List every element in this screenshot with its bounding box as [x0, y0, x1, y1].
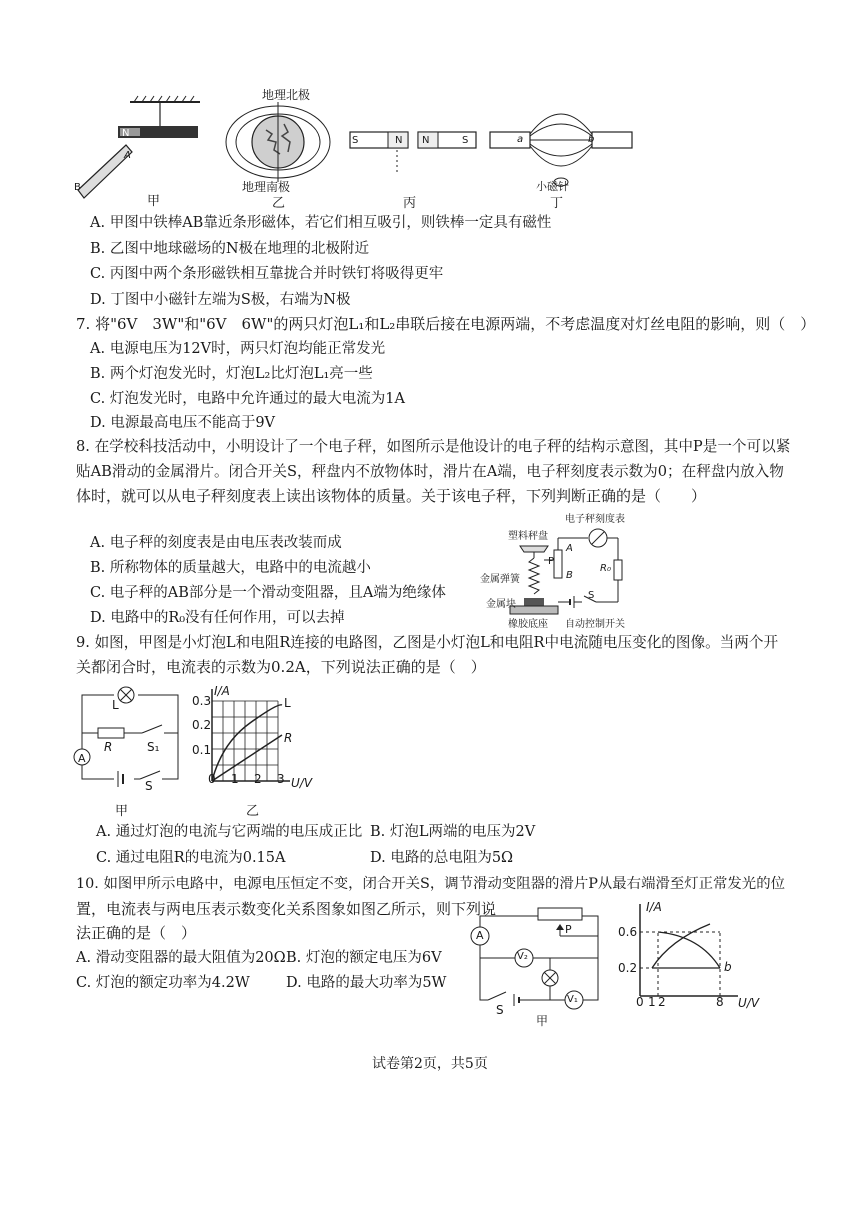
- q10-fig-A: A: [476, 929, 484, 942]
- q10-ytick-06: 0.6: [618, 925, 638, 939]
- q8-fig-P: P: [548, 556, 555, 567]
- q9-option-b: B. 灯泡L两端的电压为2V: [370, 824, 536, 840]
- label-B: B: [74, 182, 81, 193]
- q9-option-d: D. 电路的总电阻为5Ω: [370, 850, 514, 866]
- q9-fig-A: A: [78, 752, 86, 765]
- caption-jia: 甲: [147, 194, 161, 209]
- q8-fig-block: 金属块: [486, 599, 516, 610]
- q7-option-b: B. 两个灯泡发光时，灯泡L₂比灯泡L₁亮一些: [90, 366, 373, 382]
- q9-fig-S: S: [145, 779, 153, 793]
- q10-xtick-2: 2: [658, 995, 666, 1009]
- q8-fig-scale: 电子秤刻度表: [565, 514, 625, 525]
- q6-option-d: D. 丁图中小磁针左端为S极，右端为N极: [90, 292, 351, 308]
- q8-fig-R0: R₀: [600, 563, 611, 574]
- label-A: A: [124, 150, 131, 161]
- q10-xlabel: U/V: [738, 996, 760, 1010]
- q9-caption-jia: 甲: [115, 804, 129, 819]
- q8-fig-switch: 自动控制开关: [565, 619, 625, 630]
- q8-stem-1: 8. 在学校科技活动中，小明设计了一个电子秤，如图所示是他设计的电子秤的结构示意图，其中P是一个可以紧: [76, 438, 791, 455]
- q9-stem-2: 关都闭合时，电流表的示数为0.2A，下列说法正确的是（ ）: [76, 658, 486, 676]
- label-a: a: [517, 134, 524, 145]
- q10-option-b: B. 灯泡的额定电压为6V: [286, 950, 442, 966]
- q7-option-d: D. 电源最高电压不能高于9V: [90, 415, 276, 431]
- q9-caption-yi: 乙: [246, 804, 260, 819]
- q10-stem-3: 法正确的是（ ）: [76, 924, 197, 942]
- label-S2: S: [462, 135, 469, 146]
- q10-option-a: A. 滑动变阻器的最大阻值为20Ω: [76, 950, 286, 966]
- q10-fig-P: P: [565, 923, 572, 936]
- q9-option-c: C. 通过电阻R的电流为0.15A: [96, 850, 286, 866]
- q6-option-b: B. 乙图中地球磁场的N极在地理的北极附近: [90, 241, 370, 257]
- label-N2: N: [395, 135, 403, 146]
- q9-ytick-01: 0.1: [192, 743, 212, 757]
- q9-fig-S1: S₁: [147, 740, 160, 754]
- q8-stem-2: 贴AB滑动的金属滑片。闭合开关S，秤盘内不放物体时，滑片在A端，电子秤刻度表示数为0；在秤盘内放入物: [76, 463, 784, 480]
- q10-xtick-1: 1: [648, 995, 656, 1009]
- q10-ytick-02: 0.2: [618, 961, 638, 975]
- q10-ylabel: I/A: [646, 900, 662, 914]
- caption-ding: 丁: [550, 196, 564, 211]
- q8-fig-A: A: [566, 543, 573, 554]
- q10-option-d: D. 电路的最大功率为5W: [286, 975, 447, 991]
- q9-graph-R: R: [284, 731, 293, 745]
- q8-stem-3: 体时，就可以从电子秤刻度表上读出该物体的质量。关于该电子秤，下列判断正确的是（ ）: [76, 487, 707, 505]
- q10-stem-1: 10. 如图甲所示电路中，电源电压恒定不变，闭合开关S，调节滑动变阻器的滑片P从最右端滑至灯正常发光的位: [76, 876, 785, 892]
- caption-yi: 乙: [272, 196, 286, 211]
- q9-xtick-0: 0: [208, 772, 216, 786]
- q10-xtick-0: 0: [636, 995, 644, 1009]
- q9-xtick-2: 2: [254, 772, 262, 786]
- q9-ytick-02: 0.2: [192, 718, 212, 732]
- q10-option-c: C. 灯泡的额定功率为4.2W: [76, 975, 250, 991]
- q6-option-a: A. 甲图中铁棒AB靠近条形磁体，若它们相互吸引，则铁棒一定具有磁性: [90, 215, 552, 231]
- q10-iu-graph: [630, 900, 750, 1010]
- q9-fig-L: L: [112, 698, 119, 712]
- label-N3: N: [422, 135, 430, 146]
- q7-option-a: A. 电源电压为12V时，两只灯泡均能正常发光: [90, 341, 386, 357]
- q7-option-c: C. 灯泡发光时，电路中允许通过的最大电流为1A: [90, 391, 405, 407]
- q9-xtick-3: 3: [277, 772, 285, 786]
- caption-bing: 丙: [403, 196, 417, 211]
- q10-fig-V2: V₂: [517, 951, 528, 962]
- q6-option-c: C. 丙图中两个条形磁铁相互靠拢合并时铁钉将吸得更牢: [90, 266, 444, 282]
- q7-stem: 7. 将"6V 3W"和"6V 6W"的两只灯泡L₁和L₂串联后接在电源两端，不考虑温度对灯丝电阻的影响，则（ ）: [76, 315, 816, 333]
- q10-stem-2: 置，电流表与两电压表示数变化关系图象如图乙所示，则下列说: [76, 900, 497, 918]
- q8-option-c: C. 电子秤的AB部分是一个滑动变阻器，且A端为绝缘体: [90, 585, 446, 601]
- geo-south-label: 地理南极: [242, 180, 291, 194]
- q10-fig-S: S: [496, 1003, 504, 1017]
- q10-circuit-figure: [468, 906, 608, 1014]
- page-footer: 试卷第2页，共5页: [372, 1056, 488, 1072]
- q9-graph-L: L: [284, 696, 291, 710]
- q10-graph-b: b: [724, 960, 732, 974]
- q8-fig-base: 橡胶底座: [508, 619, 548, 630]
- q10-fig-V1: V₁: [567, 994, 578, 1005]
- q8-option-a: A. 电子秤的刻度表是由电压表改装而成: [90, 535, 342, 551]
- q8-fig-pan: 塑料秤盘: [508, 531, 548, 542]
- q8-fig-B: B: [566, 570, 573, 581]
- q9-option-a: A. 通过灯泡的电流与它两端的电压成正比: [96, 824, 363, 840]
- q9-ylabel: I/A: [214, 684, 230, 698]
- label-S1: S: [352, 135, 359, 146]
- q10-caption-jia: 甲: [536, 1014, 549, 1028]
- q9-circuit-figure: [70, 683, 190, 788]
- q8-fig-spring: 金属弹簧: [480, 574, 520, 585]
- q9-stem-1: 9. 如图，甲图是小灯泡L和电阻R连接的电路图，乙图是小灯泡L和电阻R中电流随电压变化的图像。当两个开: [76, 634, 779, 651]
- compass-label: 小磁针: [536, 180, 569, 193]
- q9-ytick-03: 0.3: [192, 694, 212, 708]
- q8-fig-S: S: [588, 590, 595, 601]
- q8-option-d: D. 电路中的R₀没有任何作用，可以去掉: [90, 610, 345, 626]
- label-N1: N: [122, 128, 130, 139]
- label-b: b: [588, 134, 595, 145]
- q8-option-b: B. 所称物体的质量越大，电路中的电流越小: [90, 560, 371, 576]
- q9-xtick-1: 1: [231, 772, 239, 786]
- q9-xlabel: U/V: [291, 776, 313, 790]
- geo-north-label: 地理北极: [262, 88, 311, 102]
- q9-fig-R: R: [104, 740, 113, 754]
- q10-xtick-8: 8: [716, 995, 724, 1009]
